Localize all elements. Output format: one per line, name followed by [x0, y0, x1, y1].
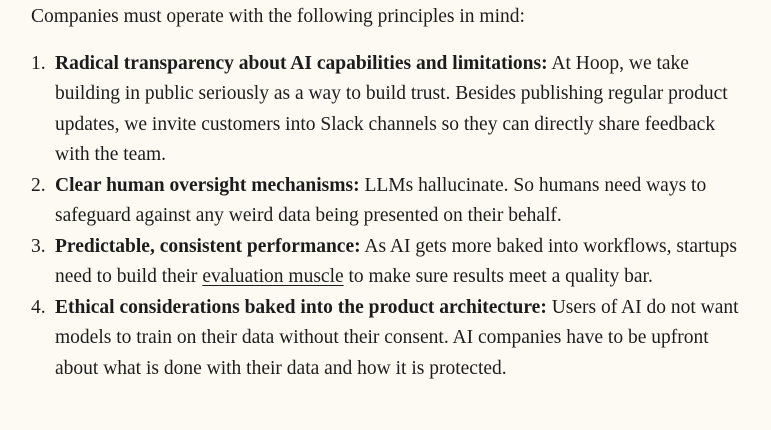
list-item-body: As AI gets more baked into workflows, startups need to build their: [55, 235, 738, 287]
list-item-performance: [31, 232, 751, 293]
list-item-lead: Ethical considerations baked into the product architecture:: [55, 296, 547, 318]
evaluation-muscle-link[interactable]: evaluation muscle: [202, 266, 344, 287]
list-item-oversight: [31, 171, 751, 232]
list-number: 3.: [31, 235, 46, 257]
list-number: 4.: [31, 296, 46, 318]
list-item-lead: Predictable, consistent performance:: [55, 235, 361, 257]
list-item-lead: Radical transparency about AI capabilities and limitations:: [55, 52, 548, 74]
list-item-body: LLMs hallucinate. So humans need ways to safeguard against any weird data being presented on their behalf.: [55, 174, 707, 226]
principles-list: [31, 49, 751, 385]
list-item-ethics: [31, 293, 751, 385]
list-item-transparency: [31, 49, 751, 171]
intro-paragraph: Companies must operate with the following principles in mind:: [31, 6, 525, 27]
list-item-body-continued: to make sure results meet a quality bar.: [343, 266, 653, 287]
list-number: 2.: [31, 174, 46, 196]
list-number: 1.: [31, 52, 46, 74]
list-item-lead: Clear human oversight mechanisms:: [55, 174, 360, 196]
list-item-body: At Hoop, we take building in public seriously as a way to build trust. Besides publishing regular product updates, we invite customers into Slack channels so they can directly share feedback with the team.: [55, 52, 728, 165]
list-item-body: Users of AI do not want models to train on their data without their consent. AI companies have to be upfront about what is done with their data and how it is protected.: [55, 296, 739, 379]
